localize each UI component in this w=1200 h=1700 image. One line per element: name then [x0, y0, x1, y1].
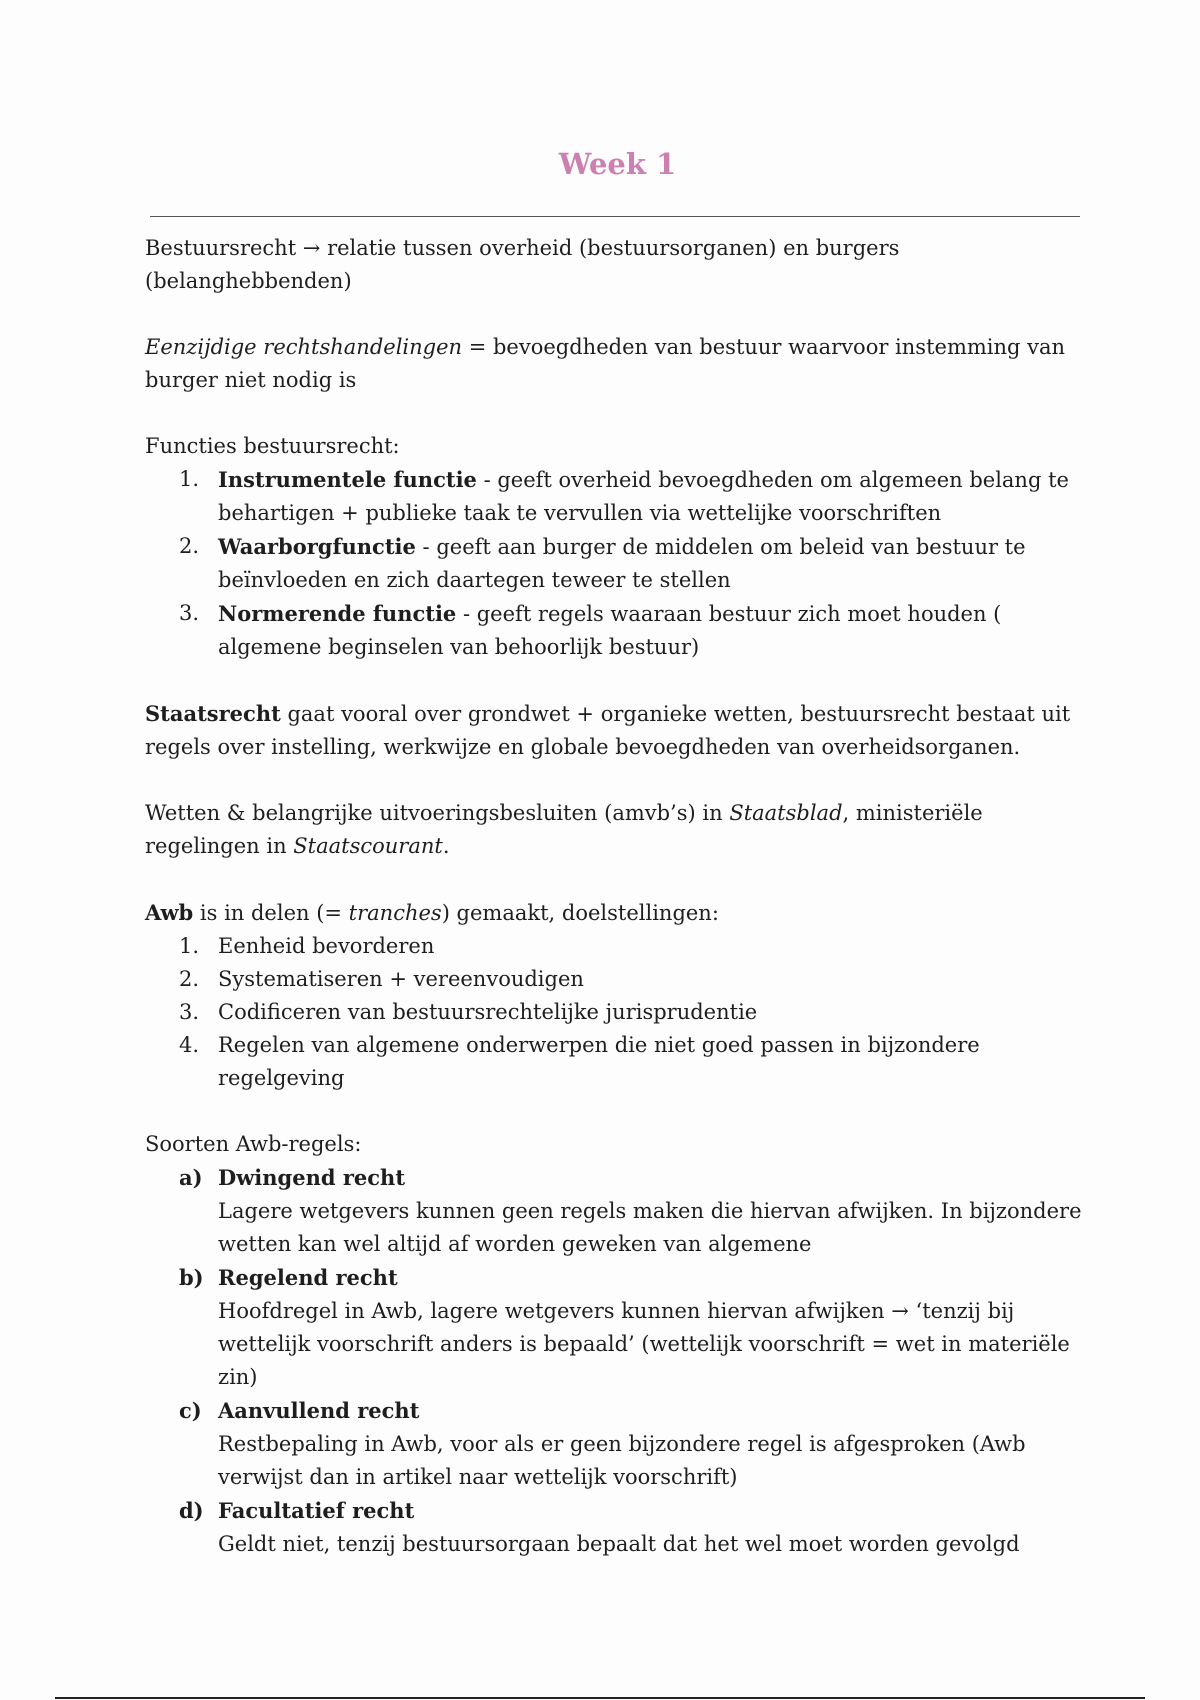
eenzijdig-paragraph	[145, 331, 1090, 397]
list-item	[145, 1029, 1090, 1095]
list-term: Facultatief recht	[218, 1498, 415, 1523]
soorten-heading: Soorten Awb-regels:	[145, 1132, 362, 1156]
list-item	[145, 597, 1090, 664]
list-text: Hoofdregel in Awb, lagere wetgevers kunnen hiervan afwijken → ‘tenzij bij wettelijk voorschrift anders is bepaald’ (wettelijk voorschrift = wet in materiële zin)	[218, 1299, 1070, 1389]
eenzijdig-term: Eenzijdige rechtshandelingen	[145, 335, 463, 359]
functies-heading: Functies bestuursrecht:	[145, 434, 400, 458]
wetten-paragraph	[145, 797, 1090, 863]
eenzijdig-text: = bevoegdheden van bestuur waarvoor instemming van burger niet nodig is	[145, 335, 1066, 392]
list-item	[145, 1394, 1090, 1494]
list-text: Systematiseren + vereenvoudigen	[218, 967, 584, 991]
wetten-text-1: Wetten & belangrijke uitvoeringsbesluiten (amvb’s) in	[145, 801, 730, 825]
list-number: 2.	[179, 534, 200, 558]
list-text: - geeft aan burger de middelen om beleid van bestuur te beïnvloeden en zich daartegen teweer te stellen	[218, 535, 1026, 592]
functies-list	[145, 463, 1090, 664]
wetten-text-3: .	[442, 834, 450, 858]
awb-text-2: ) gemaakt, doelstellingen:	[441, 901, 719, 925]
list-item	[145, 1161, 1090, 1261]
awb-text-1: is in delen (=	[193, 901, 349, 925]
list-text: Geldt niet, tenzij bestuursorgaan bepaalt dat het wel moet worden gevolgd	[218, 1532, 1020, 1556]
list-number: 4.	[179, 1033, 200, 1057]
list-letter: d)	[179, 1498, 204, 1523]
list-text: Regelen van algemene onderwerpen die niet goed passen in bijzondere regelgeving	[218, 1033, 980, 1090]
list-number: 2.	[179, 967, 200, 991]
list-number: 3.	[179, 601, 200, 625]
title-divider	[150, 216, 1080, 217]
list-item	[145, 463, 1090, 530]
list-letter: a)	[179, 1165, 203, 1190]
list-item	[145, 930, 1090, 963]
document-body	[145, 232, 1090, 1561]
list-term: Instrumentele functie	[218, 467, 477, 492]
list-number: 1.	[179, 467, 200, 491]
list-letter: c)	[179, 1398, 202, 1423]
staatsrecht-text: gaat vooral over grondwet + organieke wetten, bestuursrecht bestaat uit regels over instelling, werkwijze en globale bevoegdheden van overheidsorganen.	[145, 702, 1071, 759]
list-text: Restbepaling in Awb, voor als er geen bijzondere regel is afgesproken (Awb verwijst dan in artikel naar wettelijk voorschrift)	[218, 1432, 1026, 1489]
list-item	[145, 996, 1090, 1029]
wetten-text-2: , ministeriële regelingen in	[145, 801, 983, 858]
soorten-list	[145, 1161, 1090, 1561]
awb-term: Awb	[145, 900, 194, 925]
list-text: - geeft overheid bevoegdheden om algemeen belang te behartigen + publieke taak te vervullen via wettelijke voorschriften	[218, 468, 1069, 525]
page-bottom-border	[55, 1697, 1145, 1699]
list-number: 3.	[179, 1000, 200, 1024]
list-term: Regelend recht	[218, 1265, 398, 1290]
list-term: Aanvullend recht	[218, 1398, 420, 1423]
list-item	[145, 530, 1090, 597]
awb-goals-list	[145, 930, 1090, 1095]
tranches-term: tranches	[348, 901, 442, 925]
list-letter: b)	[179, 1265, 204, 1290]
list-number: 1.	[179, 934, 200, 958]
awb-paragraph	[145, 896, 1090, 930]
list-text: - geeft regels waaraan bestuur zich moet houden ( algemene beginselen van behoorlijk bestuur)	[218, 602, 1002, 659]
list-term: Normerende functie	[218, 601, 457, 626]
list-text: Codificeren van bestuursrechtelijke jurisprudentie	[218, 1000, 758, 1024]
list-text: Lagere wetgevers kunnen geen regels maken die hiervan afwijken. In bijzondere wetten kan wel altijd af worden geweken van algemene	[218, 1199, 1082, 1256]
list-term: Dwingend recht	[218, 1165, 406, 1190]
staatsrecht-term: Staatsrecht	[145, 701, 281, 726]
staatscourant-term: Staatscourant	[293, 834, 443, 858]
list-item	[145, 1261, 1090, 1394]
intro-paragraph: Bestuursrecht → relatie tussen overheid (bestuursorganen) en burgers (belanghebbenden)	[145, 236, 900, 293]
staatsrecht-paragraph	[145, 697, 1090, 764]
list-text: Eenheid bevorderen	[218, 934, 435, 958]
list-item	[145, 1494, 1090, 1561]
list-item	[145, 963, 1090, 996]
staatsblad-term: Staatsblad	[729, 801, 843, 825]
page-title: Week 1	[558, 147, 677, 181]
list-term: Waarborgfunctie	[218, 534, 416, 559]
